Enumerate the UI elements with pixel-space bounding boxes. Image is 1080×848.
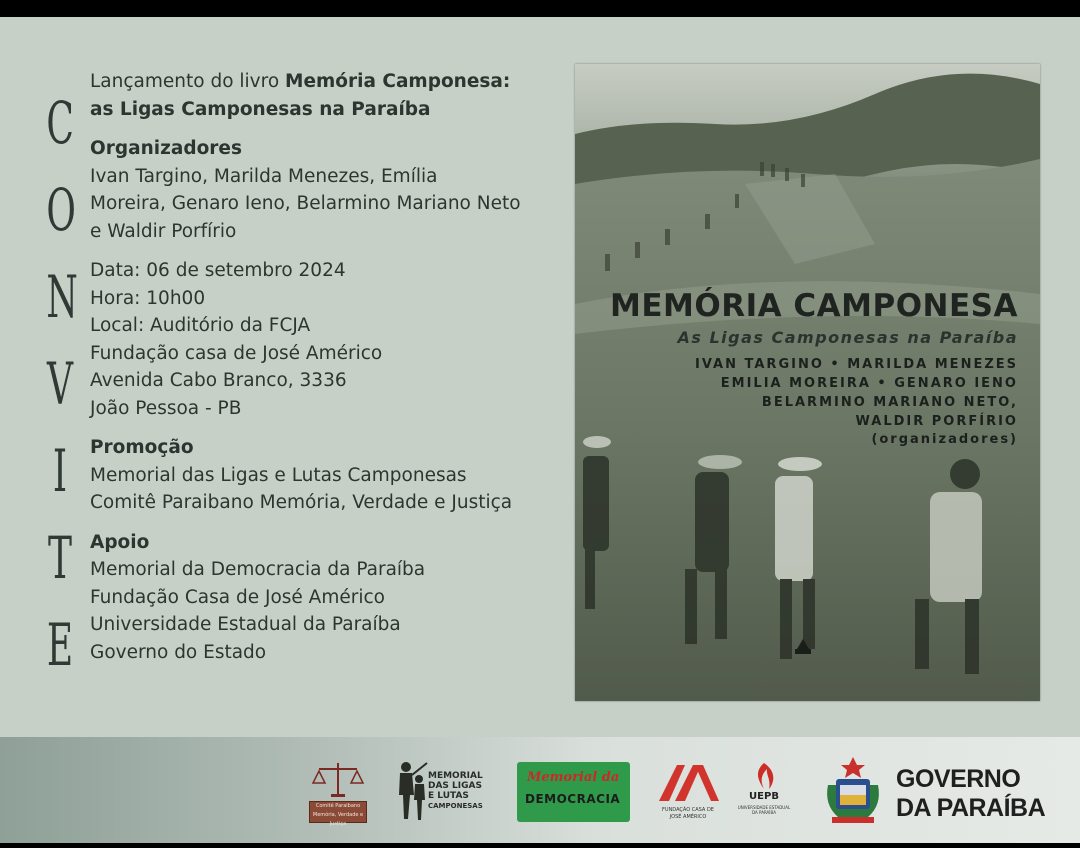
convite-letter: T (48, 524, 72, 592)
organizers-line: Ivan Targino, Marilda Menezes, Emília (90, 165, 438, 187)
memorial-democracia-logo (517, 762, 630, 822)
state-coat-of-arms-icon (820, 755, 886, 827)
convite-letter: V (47, 350, 73, 418)
promotion-section (90, 434, 570, 517)
comite-label (309, 801, 367, 827)
organizers-line: Moreira, Genaro Ieno, Belarmino Mariano Neto (90, 193, 521, 214)
promotion-line: Comitê Paraibano Memória, Verdade e Justiça (90, 492, 513, 513)
launch-line-1 (90, 68, 570, 96)
uepb-full-line-2: DA PARAÍBA (752, 810, 776, 815)
cover-title: MEMÓRIA CAMPONESA (609, 288, 1018, 324)
memorial-ligas-line-4: CAMPONESAS (428, 802, 483, 810)
convite-letter: E (46, 611, 74, 679)
support-line: Memorial da Democracia da Paraíba (90, 559, 426, 580)
convite-letter: C (46, 89, 74, 157)
uepb-full-line-1: UNIVERSIDADE ESTADUAL (737, 805, 791, 810)
memorial-ligas-text (428, 771, 488, 811)
peasants-silhouette-icon (394, 759, 428, 821)
memorial-democracia-line-1: Memorial da (527, 770, 620, 785)
launch-prefix: Lançamento do livro (90, 71, 286, 92)
event-time: Hora: 10h00 (90, 287, 206, 309)
book-cover (575, 64, 1040, 701)
memorial-ligas-line-2: DAS LIGAS (428, 781, 482, 791)
governo-paraiba-logo (820, 755, 1060, 831)
event-venue: Fundação casa de José Américo (90, 342, 383, 364)
convite-letter: N (46, 263, 78, 331)
governo-line-2: DA PARAÍBA (896, 794, 1046, 822)
event-city: João Pessoa - PB (90, 397, 242, 419)
cover-authors-line: (organizadores) (871, 432, 1018, 447)
scales-of-justice-icon (307, 759, 369, 799)
convite-vertical-word (38, 80, 82, 689)
event-address: Avenida Cabo Branco, 3336 (90, 370, 347, 391)
event-location: Local: Auditório da FCJA (90, 315, 311, 336)
sponsor-footer (0, 737, 1080, 848)
support-heading: Apoio (90, 531, 150, 553)
convite-letter: I (52, 437, 68, 505)
support-line: Fundação Casa de José Américo (90, 586, 385, 608)
support-line: Governo do Estado (90, 641, 267, 663)
cover-authors-line: BELARMINO MARIANO NETO, (761, 395, 1018, 410)
memorial-ligas-line-3: E LUTAS (428, 791, 469, 801)
support-line: Universidade Estadual da Paraíba (90, 614, 401, 635)
cover-authors-line: WALDIR PORFÍRIO (855, 414, 1018, 429)
bottom-bar (0, 843, 1080, 848)
fcja-mark-icon (655, 761, 721, 805)
fcja-line-2: JOSÉ AMÉRICO (669, 814, 707, 820)
memorial-ligas-logo (394, 759, 486, 823)
book-title: Memória Camponesa: (285, 71, 511, 92)
fcja-logo (655, 761, 721, 825)
event-section (90, 257, 570, 422)
cover-authors-line: EMILIA MOREIRA • GENARO IENO (720, 376, 1018, 391)
convite-letter: O (46, 176, 76, 244)
event-date: Data: 06 de setembro 2024 (90, 260, 346, 281)
comite-logo (307, 759, 369, 827)
organizers-line: e Waldir Porfírio (90, 220, 237, 242)
launch-section (90, 68, 570, 123)
promotion-line: Memorial das Ligas e Lutas Camponesas (90, 464, 467, 486)
fcja-text (655, 807, 721, 821)
comite-line-2: Memória, Verdade e Justiça (312, 812, 364, 827)
promotion-heading: Promoção (90, 437, 194, 458)
fcja-line-1: FUNDAÇÃO CASA DE (662, 807, 714, 813)
memorial-ligas-line-1: MEMORIAL (428, 771, 483, 781)
cover-subtitle: As Ligas Camponesas na Paraíba (677, 328, 1018, 347)
invitation-details (90, 68, 570, 678)
uepb-fullname (737, 805, 791, 815)
support-section (90, 529, 570, 667)
book-subtitle: as Ligas Camponesas na Paraíba (90, 98, 431, 120)
governo-line-1: GOVERNO (896, 765, 1021, 793)
memorial-democracia-line-2: DEMOCRACIA (525, 792, 621, 806)
cover-authors-line: IVAN TARGINO • MARILDA MENEZES (695, 357, 1018, 372)
comite-line-1: Comitê Paraibano (315, 803, 361, 809)
organizers-heading: Organizadores (90, 138, 242, 159)
governo-text (896, 765, 1045, 823)
top-bar (0, 0, 1080, 17)
uepb-acronym: UEPB (749, 791, 779, 802)
uepb-logo (737, 761, 791, 825)
organizers-section (90, 135, 570, 245)
uepb-flame-icon (737, 761, 791, 791)
